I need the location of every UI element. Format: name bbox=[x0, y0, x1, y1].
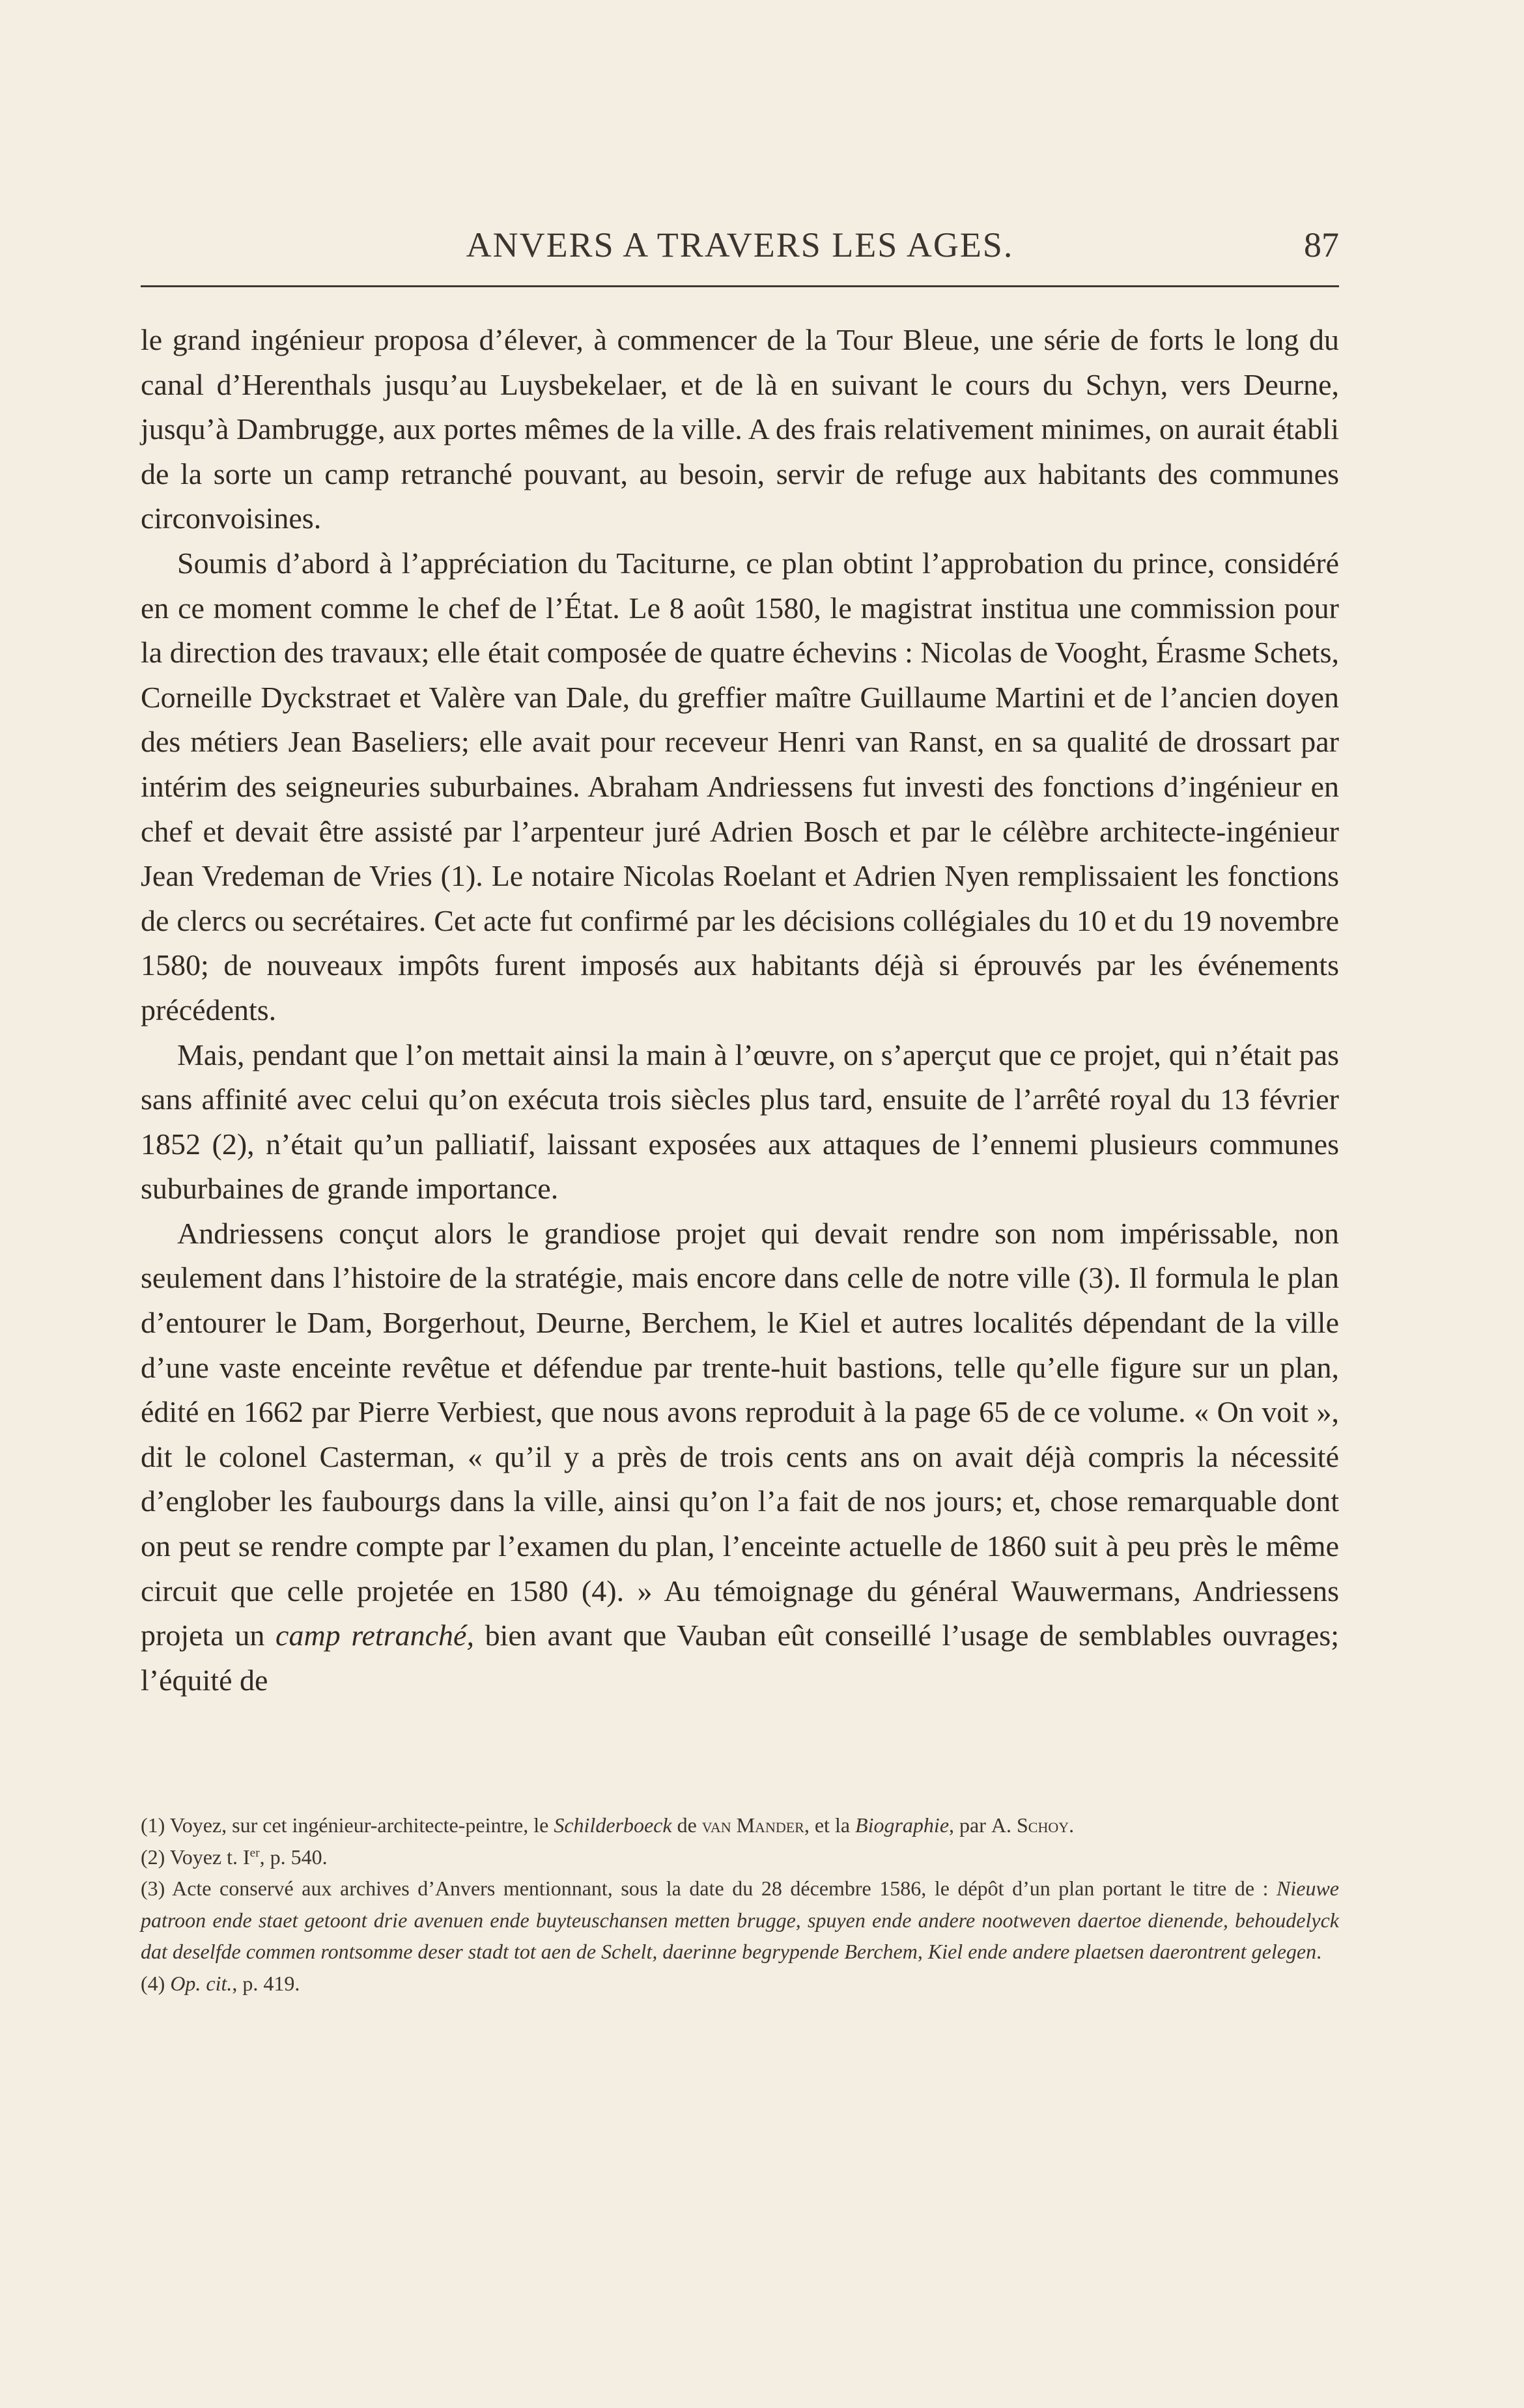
footnote-4-end: , p. 419. bbox=[232, 1971, 300, 1995]
paragraph-4-end: bien avant que Vauban eût conseillé l’usage de semblables ouvrages; l’équité de bbox=[141, 1619, 1340, 1697]
running-title: ANVERS A TRAVERS LES AGES. bbox=[466, 225, 1014, 264]
main-text bbox=[141, 318, 1339, 1703]
paragraph-4-text: Andriessens conçut alors le grandiose projet qui devait rendre son nom impérissable, non seulement dans l’histoire de la stratégie, mais encore dans celle de notre ville (3). Il formula le plan d’entourer le Dam, Borgerhout, Deurne, Berchem, le Kiel et autres localités dépendant de la ville d’une vaste enceinte revêtue et défendue par trente-huit bastions, telle qu’elle figure sur un plan, édité en 1662 par Pierre Verbiest, que nous avons reproduit à la page 65 de ce volume. « On voit », dit le colonel Casterman, « qu’il y a près de trois cents ans on avait déjà compris la nécessité d’englober les faubourgs dans la ville, ainsi qu’on l’a fait de nos jours; et, chose remarquable dont on peut se rendre compte par l’examen du plan, l’enceinte actuelle de 1860 suit à peu près le même circuit que celle projetée en 1580 (4). » Au témoignage du général Wauwermans, Andriessens projeta un bbox=[141, 1216, 1339, 1652]
footnote-3-text: (3) Acte conservé aux archives d’Anvers mentionnant, sous la date du 28 décembre 1586, le dépôt d’un plan portant le titre de : bbox=[141, 1877, 1277, 1900]
footnote-1-author-2: A. Schoy bbox=[991, 1813, 1069, 1837]
footnote-1-title: Schilderboeck bbox=[554, 1813, 672, 1837]
footnote-2-text: (2) Voyez t. I bbox=[141, 1845, 250, 1869]
footnote-1-end: . bbox=[1069, 1813, 1075, 1837]
footnote-4-text: (4) bbox=[141, 1971, 171, 1995]
footnote-1-text-3: , et la bbox=[804, 1813, 856, 1837]
header-rule bbox=[141, 285, 1339, 287]
paragraph-4 bbox=[141, 1211, 1339, 1703]
footnote-1-text: (1) Voyez, sur cet ingénieur-architecte-peintre, le bbox=[141, 1813, 554, 1837]
footnote-2-end: , p. 540. bbox=[259, 1845, 328, 1869]
footnote-2-superscript: er bbox=[249, 1845, 260, 1860]
footnote-1 bbox=[141, 1809, 1339, 1841]
footnote-1-author: van Mander bbox=[701, 1813, 804, 1837]
footnote-4 bbox=[141, 1968, 1339, 2000]
footnote-4-citation: Op. cit. bbox=[170, 1971, 233, 1995]
footnote-1-text-2: de bbox=[671, 1813, 702, 1837]
paragraph-2: Soumis d’abord à l’appréciation du Taciturne, ce plan obtint l’approbation du prince, considéré en ce moment comme le chef de l’État. Le 8 août 1580, le magistrat institua une commission pour la direction des travaux; elle était composée de quatre échevins : Nicolas de Vooght, Érasme Schets, Corneille Dyckstraet et Valère van Dale, du greffier maître Guillaume Martini et de l’ancien doyen des métiers Jean Baseliers; elle avait pour receveur Henri van Ranst, en sa qualité de drossart par intérim des seigneuries suburbaines. Abraham Andriessens fut investi des fonctions d’ingénieur en chef et devait être assisté par l’arpenteur juré Adrien Bosch et par le célèbre architecte-ingénieur Jean Vredeman de Vries (1). Le notaire Nicolas Roelant et Adrien Nyen remplissaient les fonctions de clercs ou secrétaires. Cet acte fut confirmé par les décisions collégiales du 10 et du 19 novembre 1580; de nouveaux impôts furent imposés aux habitants déjà si éprouvés par les événements précédents. bbox=[141, 546, 1339, 1027]
footnote-3-end: . bbox=[1316, 1940, 1322, 1963]
page-number: 87 bbox=[1304, 225, 1339, 264]
footnote-3-quote: Nieuwe patroon ende staet getoont drie avenuen ende buyteuschansen metten brugge, spuyen ende andere nootweven daertoe dienende, behoudelyck dat deselfde commen rontsomme deser stadt tot aen de Schelt, daerinne begrypende Berchem, Kiel ende andere plaetsen daerontrent gelegen bbox=[141, 1877, 1339, 1963]
footnotes bbox=[141, 1809, 1339, 1999]
paragraph-4-italic: camp retranché, bbox=[275, 1619, 474, 1652]
paragraph-3: Mais, pendant que l’on mettait ainsi la main à l’œuvre, on s’aperçut que ce projet, qui n’était pas sans affinité avec celui qu’on exécuta trois siècles plus tard, ensuite de l’arrêté royal du 13 février 1852 (2), n’était qu’un palliatif, laissant exposées aux attaques de l’ennemi plusieurs communes suburbaines de grande importance. bbox=[141, 1038, 1339, 1206]
footnote-1-work: Biographie bbox=[855, 1813, 950, 1837]
running-head bbox=[141, 225, 1339, 277]
footnote-1-text-4: , par bbox=[949, 1813, 991, 1837]
paragraph-1: le grand ingénieur proposa d’élever, à commencer de la Tour Bleue, une série de forts le long du canal d’Herenthals jusqu’au Luysbekelaer, et de là en suivant le cours du Schyn, vers Deurne, jusqu’à Dambrugge, aux portes mêmes de la ville. A des frais relativement minimes, on aurait établi de la sorte un camp retranché pouvant, au besoin, servir de refuge aux habitants des communes circonvoisines. bbox=[141, 323, 1339, 535]
footnote-3 bbox=[141, 1873, 1339, 1968]
footnote-2 bbox=[141, 1841, 1339, 1873]
